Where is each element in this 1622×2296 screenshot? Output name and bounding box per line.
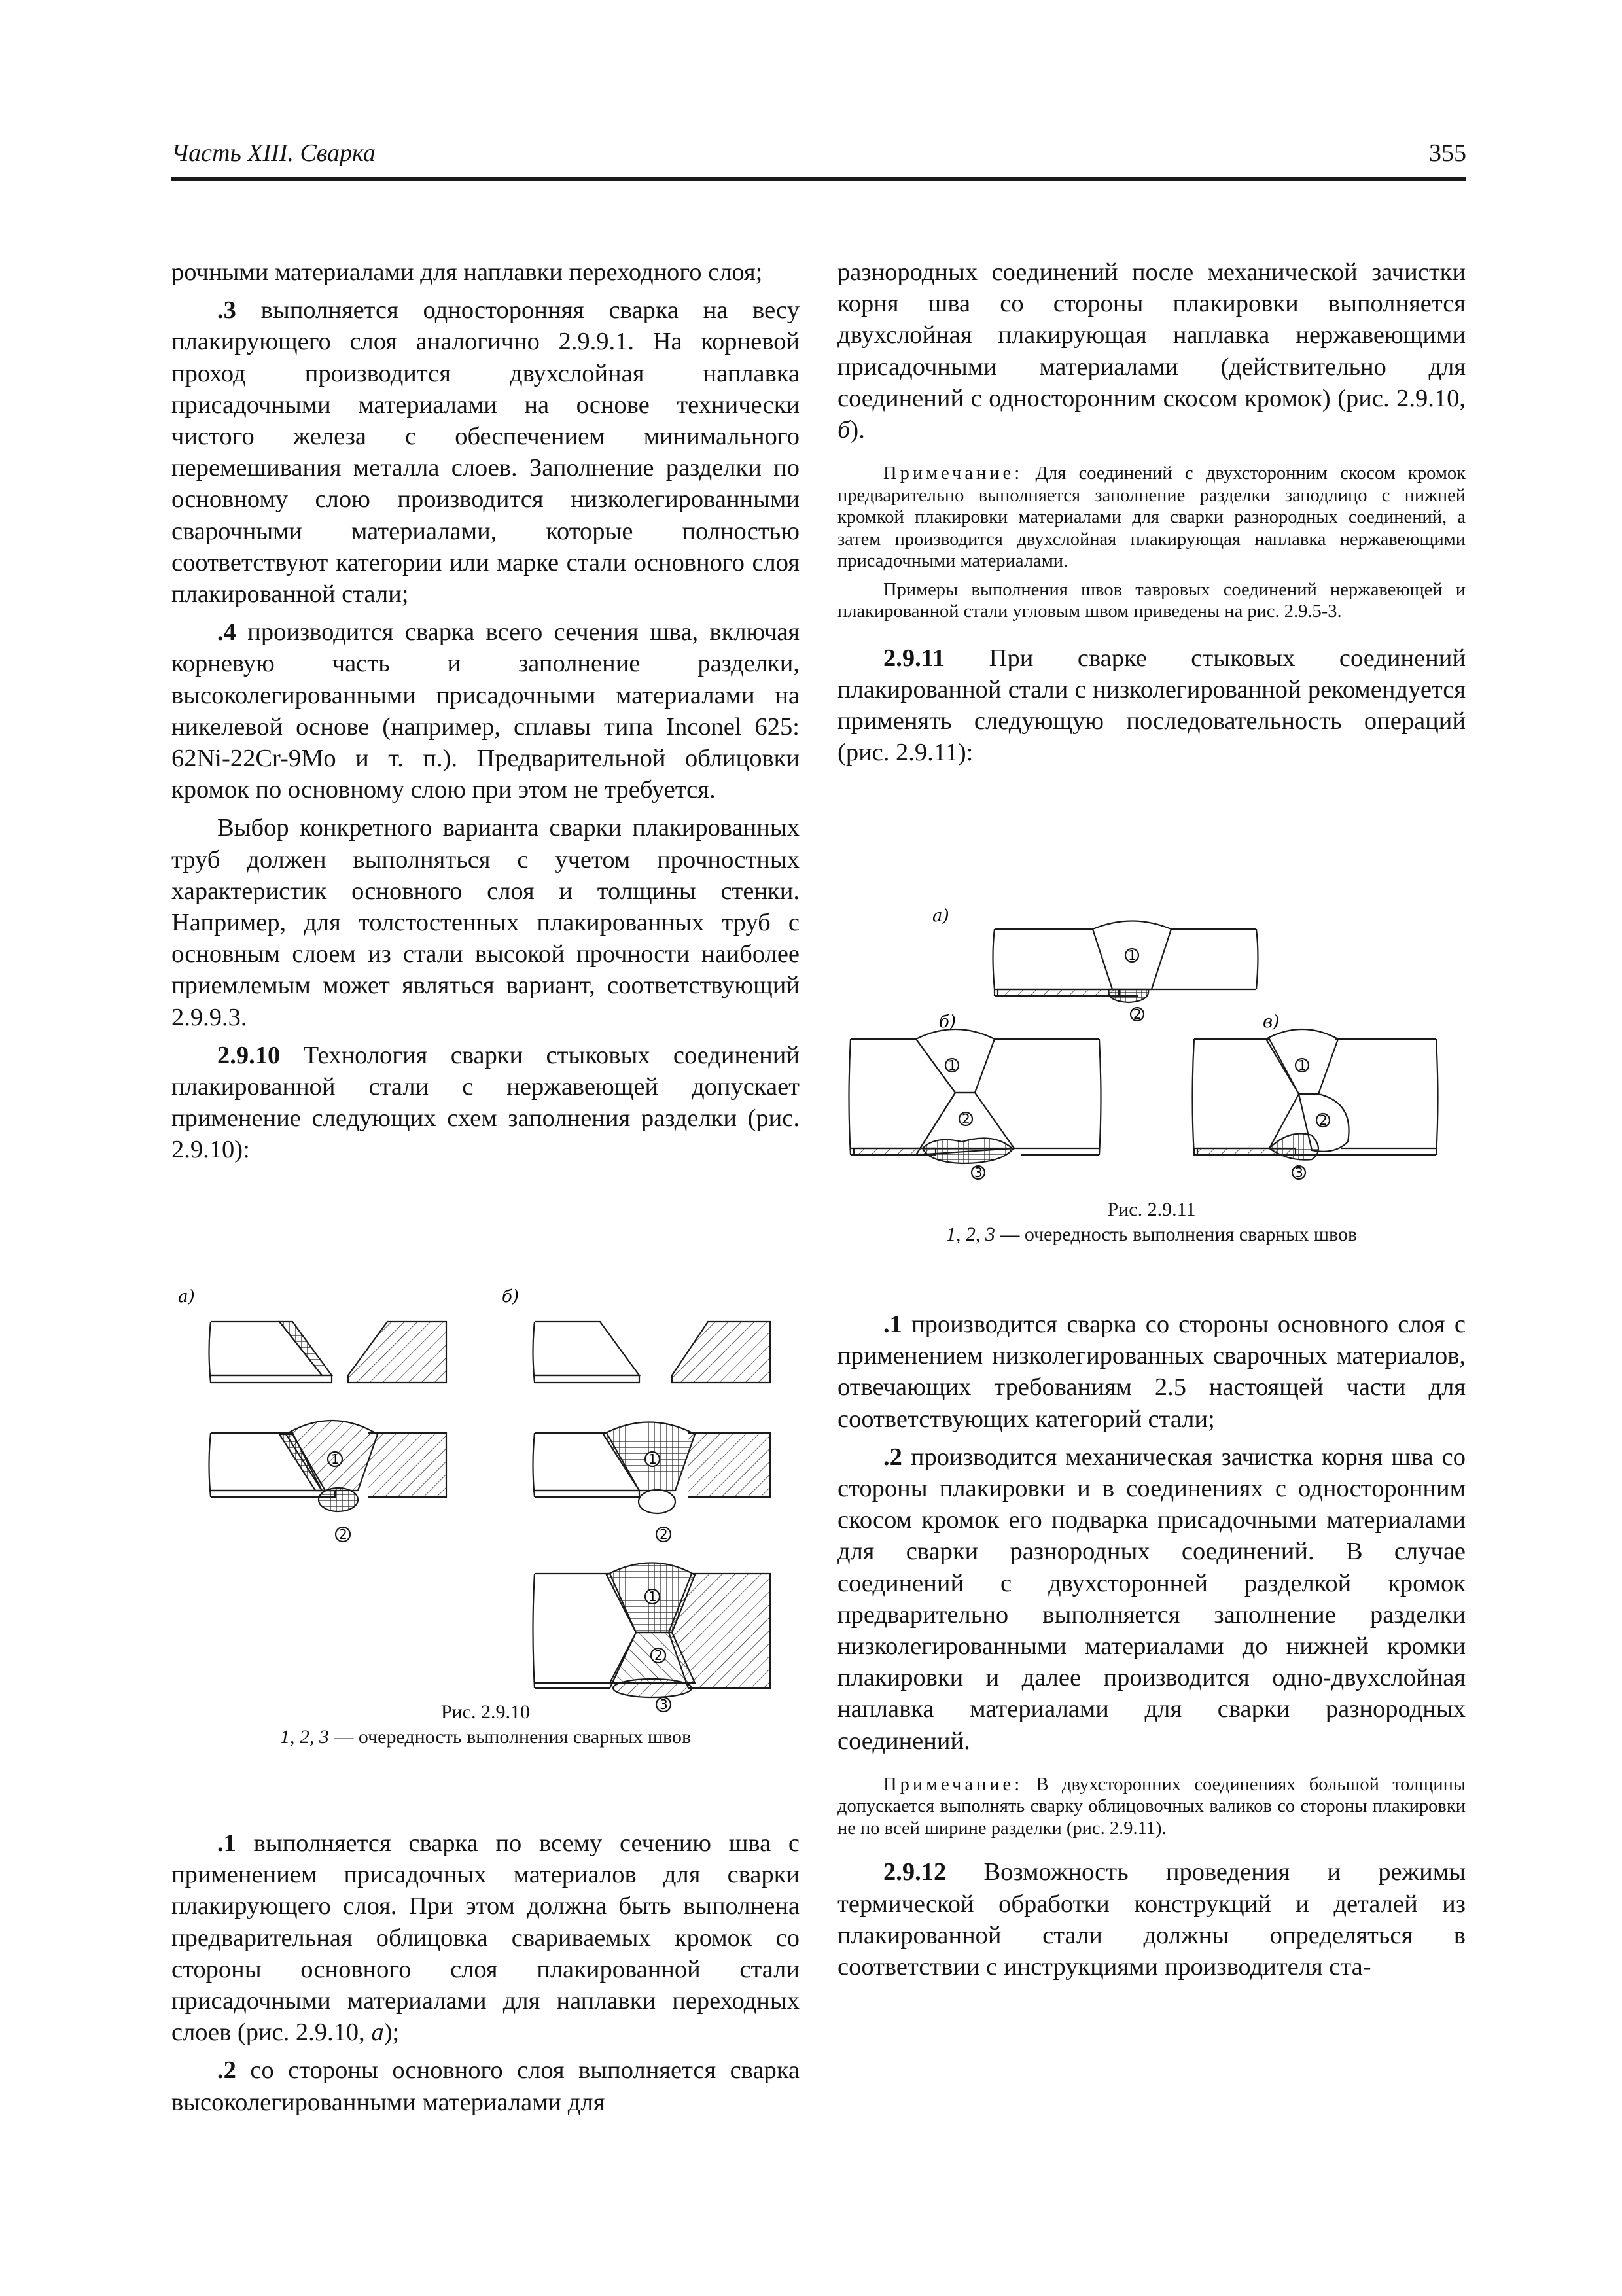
fig11c-num-1: 1 xyxy=(1298,1057,1307,1073)
paragraph xyxy=(171,1040,800,1166)
fig11c-num-3: 3 xyxy=(1295,1165,1303,1180)
paragraph-text: со стороны основного слоя выполняется сварка высоколегированными материалами для xyxy=(171,2057,800,2116)
figure-2-9-10 xyxy=(171,1282,800,1714)
note-block xyxy=(837,463,1466,623)
caption-title: Рис. 2.9.11 xyxy=(1107,1199,1196,1220)
fig11b-joint xyxy=(849,1029,1101,1179)
item-number: .2 xyxy=(217,2057,236,2085)
fig10b-weld-1 xyxy=(533,1422,771,1542)
paragraph xyxy=(837,1441,1466,1757)
figure-2-9-11 xyxy=(837,903,1466,1191)
note-block xyxy=(837,1774,1466,1840)
paragraph: .1 выполняется сварка по всему сечению шва с применением присадочных материалов для сварки плакирующего слоя. При этом должна быть выполнена предварительная облицовка свариваемых кромок со стороны основного слоя плакированной стали присадочными материалами для наплавки переходных слоев (рис. 2.9.10, а); xyxy=(171,1829,800,2047)
left-column-top xyxy=(171,256,800,1166)
fig11b-num-3: 3 xyxy=(974,1165,983,1180)
figure-2-9-11-caption xyxy=(837,1197,1466,1247)
fig10a-num-2: 2 xyxy=(339,1527,347,1542)
fig10b-weld-2 xyxy=(533,1563,771,1712)
fig11a-num-1: 1 xyxy=(1128,947,1137,963)
right-column-top xyxy=(837,256,1466,769)
figure-ref-italic: б xyxy=(837,416,851,444)
note-text: В двухсторонних соединениях большой толщины допускается выполнять сварку облицовочных валиков со стороны плакировки не по всей ширине разделки (рис. 2.9.11). xyxy=(837,1774,1466,1839)
paragraph: рочными материалами для наплавки переходного слоя; xyxy=(171,258,763,286)
item-number: .1 xyxy=(883,1311,902,1338)
caption-title: Рис. 2.9.10 xyxy=(440,1701,531,1723)
fig10a-edges xyxy=(209,1322,447,1383)
note-text: Примеры выполнения швов тавровых соединений нержавеющей и плакированной стали угловым швом приведены на рис. 2.9.5-3. xyxy=(837,579,1466,622)
paragraph-text: производится сварка со стороны основного слоя с применением низколегированных сварочных материалов, отвечающих требованиям 2.5 настоящей части для соответствующих категорий стали; xyxy=(837,1311,1466,1433)
paragraph-text: производится сварка всего сечения шва, включая корневую часть и заполнение разделки, высоколегированными присадочными материалами на никелевой основе (например, сплавы типа Inconel 625: 62Ni-22Cr-9Mo и т. п.). Предварительной облицовки кромок по основному слою при этом не требуется. xyxy=(171,618,800,804)
fig11a-joint xyxy=(993,921,1258,1021)
paragraph: Выбор конкретного варианта сварки плакированных труб должен выполняться с учетом прочностных характеристик основного слоя и толщины стенки. Например, для толстостенных плакированных труб с основным слоем из стали высокой прочности наиболее приемлемым может являться вариант, соответствующий 2.9.9.3. xyxy=(171,814,800,1031)
fig11b-num-2: 2 xyxy=(962,1111,970,1127)
page-number: 355 xyxy=(1429,139,1466,167)
fig11c-num-2: 2 xyxy=(1319,1112,1328,1128)
figure-2-9-10-caption xyxy=(171,1700,800,1750)
note-text: Для соединений с двухсторонним скосом кромок предварительно выполняется заполнение разделки заподлицо с нижней кромкой плакировки материалами для сварки разнородных соединений, а затем производится двухслойная плакирующая наплавка нержавеющими присадочными материалами. xyxy=(837,463,1466,572)
paragraph-text: разнородных соединений после механической зачистки корня шва со стороны плакировки выполняется двухслойная плакирующая наплавка нержавеющими присадочными материалами (действительно для соединений с односторонним скосом кромок) (рис. 2.9.10, xyxy=(837,258,1466,412)
paragraph xyxy=(837,1856,1466,1983)
fig10-label-a: а) xyxy=(178,1287,195,1307)
paragraph xyxy=(837,643,1466,769)
section-number: 2.9.10 xyxy=(217,1041,281,1069)
figure-ref-italic: а xyxy=(371,2019,384,2047)
paragraph xyxy=(171,616,800,805)
fig10a-weld xyxy=(209,1421,447,1542)
fig10b-edges xyxy=(533,1322,771,1383)
caption-text: 1, 2, 3 — очередность выполнения сварных швов xyxy=(279,1726,692,1748)
header-rule xyxy=(171,177,1466,181)
item-number: .2 xyxy=(883,1443,902,1471)
note-label: Примечание: xyxy=(883,1774,1023,1795)
fig10b-num-2b: 2 xyxy=(654,1648,663,1663)
paragraph xyxy=(837,1309,1466,1435)
paragraph-text: выполняется сварка по всему сечению шва с применением присадочных материалов для сварки плакирующего слоя. При этом должна быть выполнена предварительная облицовка свариваемых кромок со стороны основного слоя плакированной стали присадочными материалами для наплавки переходных слоев (рис. 2.9.10, xyxy=(171,1829,800,2047)
paragraph: разнородных соединений после механической зачистки корня шва со стороны плакировки выполняется двухслойная плакирующая наплавка нержавеющими присадочными материалами (действительно для соединений с односторонним скосом кромок) (рис. 2.9.10, б). xyxy=(837,258,1466,444)
section-number: 2.9.11 xyxy=(883,644,945,672)
item-number: .4 xyxy=(217,618,236,646)
fig11-label-a: а) xyxy=(932,906,949,926)
fig11a-num-2: 2 xyxy=(1133,1006,1142,1022)
fig10b-num-1: 1 xyxy=(648,1451,657,1467)
fig11b-num-1: 1 xyxy=(948,1057,957,1073)
item-number: .3 xyxy=(217,296,236,325)
paragraph-text: Технология сварки стыковых соединений плакированной стали с нержавеющей допускает применение следующих схем заполнения разделки (рис. 2.9.10): xyxy=(171,1041,800,1164)
item-number: .1 xyxy=(217,1829,236,1857)
fig10b-num-1b: 1 xyxy=(648,1589,657,1604)
caption-text: 1, 2, 3 — очередность выполнения сварных швов xyxy=(945,1224,1358,1245)
paragraph xyxy=(171,294,800,610)
fig10a-num-1: 1 xyxy=(331,1451,340,1467)
paragraph-text: выполняется односторонняя сварка на весу плакирующего слоя аналогично 2.9.9.1. На корневой проход производится двухслойная наплавка присадочными материалами на основе технически чистого железа с обеспечением минимального перемешивания металла слоев. Заполнение разделки по основному слою производится низколегированными сварочными материалами, которые полностью соответствуют категории или марке стали основного слоя плакированной стали; xyxy=(171,296,800,609)
fig10b-num-2: 2 xyxy=(660,1527,668,1542)
note-label: Примечание: xyxy=(883,463,1023,484)
fig11c-joint xyxy=(1193,1029,1438,1179)
right-column-bottom xyxy=(837,1309,1466,1983)
fig11-label-c: в) xyxy=(1263,1012,1280,1032)
left-column-bottom xyxy=(171,1828,800,2118)
paragraph-text: производится механическая зачистка корня шва со стороны плакировки и в соединениях с односторонним скосом кромок его подварка присадочными материалами для сварки разнородных соединений. В случае соединений с двухсторонней разделкой кромок предварительно выполняется заполнение разделки низколегированными материалами до нижней кромки плакировки и далее производится одно-двухслойная наплавка материалами для сварки разнородных соединений. xyxy=(837,1443,1466,1755)
fig10-label-b: б) xyxy=(502,1287,520,1307)
fig11-label-b: б) xyxy=(939,1012,957,1032)
paragraph-text: Возможность проведения и режимы термической обработки конструкций и деталей из плакированной стали должны определяться в соответствии с инструкциями производителя ста- xyxy=(837,1858,1466,1981)
running-header-title: Часть XIII. Сварка xyxy=(171,139,376,167)
section-number: 2.9.12 xyxy=(883,1858,947,1886)
fig10b-num-3: 3 xyxy=(660,1697,668,1712)
paragraph-text: При сварке стыковых соединений плакированной стали с низколегированной рекомендуется применять следующую последовательность операций (рис. 2.9.11): xyxy=(837,644,1466,767)
paragraph xyxy=(171,2055,800,2117)
